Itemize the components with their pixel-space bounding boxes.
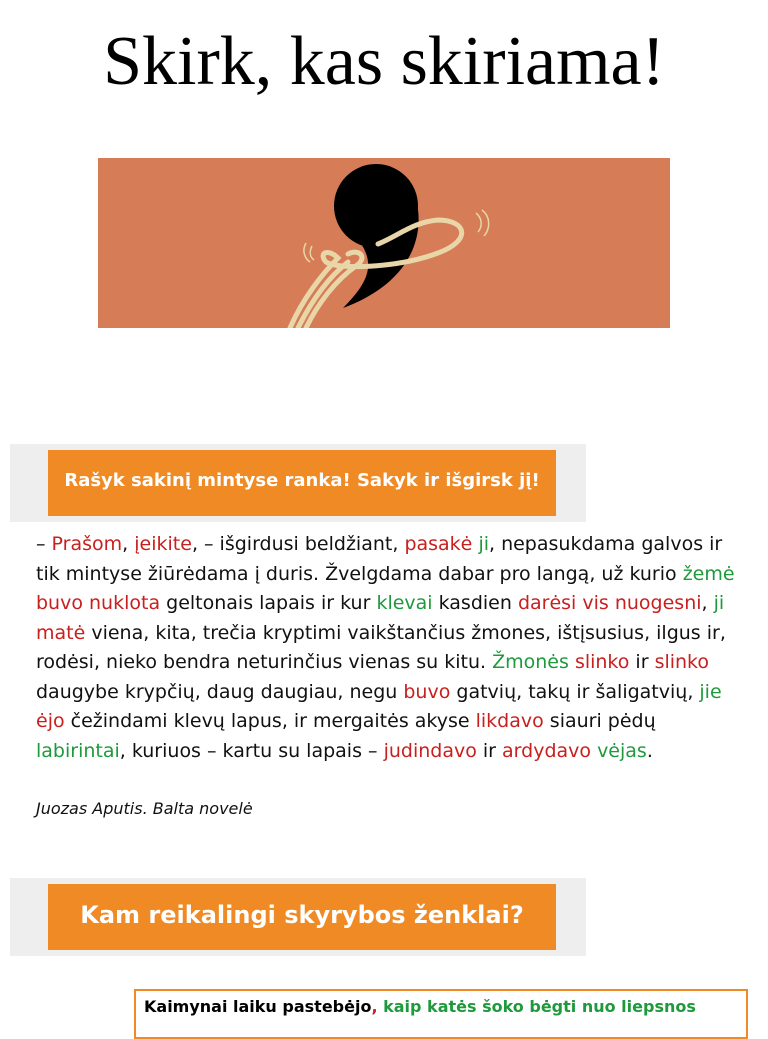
passage-run: , nepasukdama galvos ir tik mintyse žiūrėdama į duris. Žvelgdama dabar pro langą, už kurio xyxy=(36,533,723,585)
passage-run: gatvių, takų ir šaligatvių, xyxy=(450,680,700,703)
passage-run: – xyxy=(36,533,52,555)
passage-run: ardydavo xyxy=(502,739,592,762)
passage-run: , xyxy=(122,533,135,555)
banner-1-text: Rašyk sakinį mintyse ranka! Sakyk ir išgirsk jį! xyxy=(64,470,540,491)
passage-run: ji xyxy=(478,533,489,555)
heading-banner-2-frame xyxy=(10,878,586,956)
page-title: Skirk, kas skiriama! xyxy=(103,23,665,100)
example-sentence-box xyxy=(134,989,748,1039)
example-run: , xyxy=(371,997,378,1016)
example-passage xyxy=(36,530,736,766)
passage-run: įeikite xyxy=(134,533,192,555)
passage-run: , xyxy=(701,592,714,614)
passage-run: matė xyxy=(36,621,86,644)
passage-run: pasakė xyxy=(404,533,473,555)
passage-run: buvo nuklota xyxy=(36,592,161,614)
passage-run: ėjo xyxy=(36,710,65,732)
passage-run: judindavo xyxy=(383,739,477,762)
passage-run: vėjas xyxy=(597,739,647,762)
passage-run: darėsi vis nuogesni xyxy=(517,592,702,614)
passage-run: kasdien xyxy=(432,592,518,614)
passage-run: ir xyxy=(476,739,503,762)
passage-run: ir xyxy=(629,651,655,673)
passage-run: , – išgirdusi beldžiant, xyxy=(191,533,405,555)
heading-banner-1 xyxy=(22,450,582,516)
banner-2-text: Kam reikalingi skyrybos ženklai? xyxy=(80,901,524,929)
passage-run: slinko xyxy=(654,651,710,673)
passage-run: daugybe krypčių, daug daugiau, negu xyxy=(36,680,404,703)
passage-run: buvo xyxy=(403,680,451,703)
passage-run: ji xyxy=(713,592,725,614)
passage-run: klevai xyxy=(376,592,433,614)
heading-banner-2 xyxy=(22,884,582,950)
example-run: Kaimynai laiku pastebėjo xyxy=(144,997,372,1016)
passage-run: jie xyxy=(699,680,722,703)
comma-lasso-icon xyxy=(98,158,670,328)
source-citation: Juozas Aputis. Balta novelė xyxy=(36,799,253,818)
passage-run: slinko xyxy=(574,651,630,673)
passage-run: labirintai xyxy=(36,739,120,762)
hero-image xyxy=(98,158,670,328)
passage-run: . xyxy=(646,739,653,762)
passage-run: geltonais lapais ir kur xyxy=(160,592,377,614)
passage-run: Prašom xyxy=(51,533,123,555)
passage-run: likdavo xyxy=(475,710,544,732)
passage-run: siauri pėdų xyxy=(543,710,656,732)
heading-banner-1-frame xyxy=(10,444,586,522)
example-run: kaip katės šoko bėgti nuo liepsnos xyxy=(377,997,696,1016)
passage-run: viena, kita, trečia kryptimi vaikštančius žmones, ištįsusius, ilgus ir, rodėsi, nieko bendra neturinčius vienas su kitu. xyxy=(36,621,726,673)
passage-run: , kuriuos – kartu su lapais – xyxy=(119,739,384,762)
passage-run: žemė xyxy=(682,562,735,585)
passage-run: čežindami klevų lapus, ir mergaitės akyse xyxy=(64,710,476,732)
passage-text xyxy=(36,530,736,766)
passage-run: Žmonės xyxy=(492,651,569,673)
